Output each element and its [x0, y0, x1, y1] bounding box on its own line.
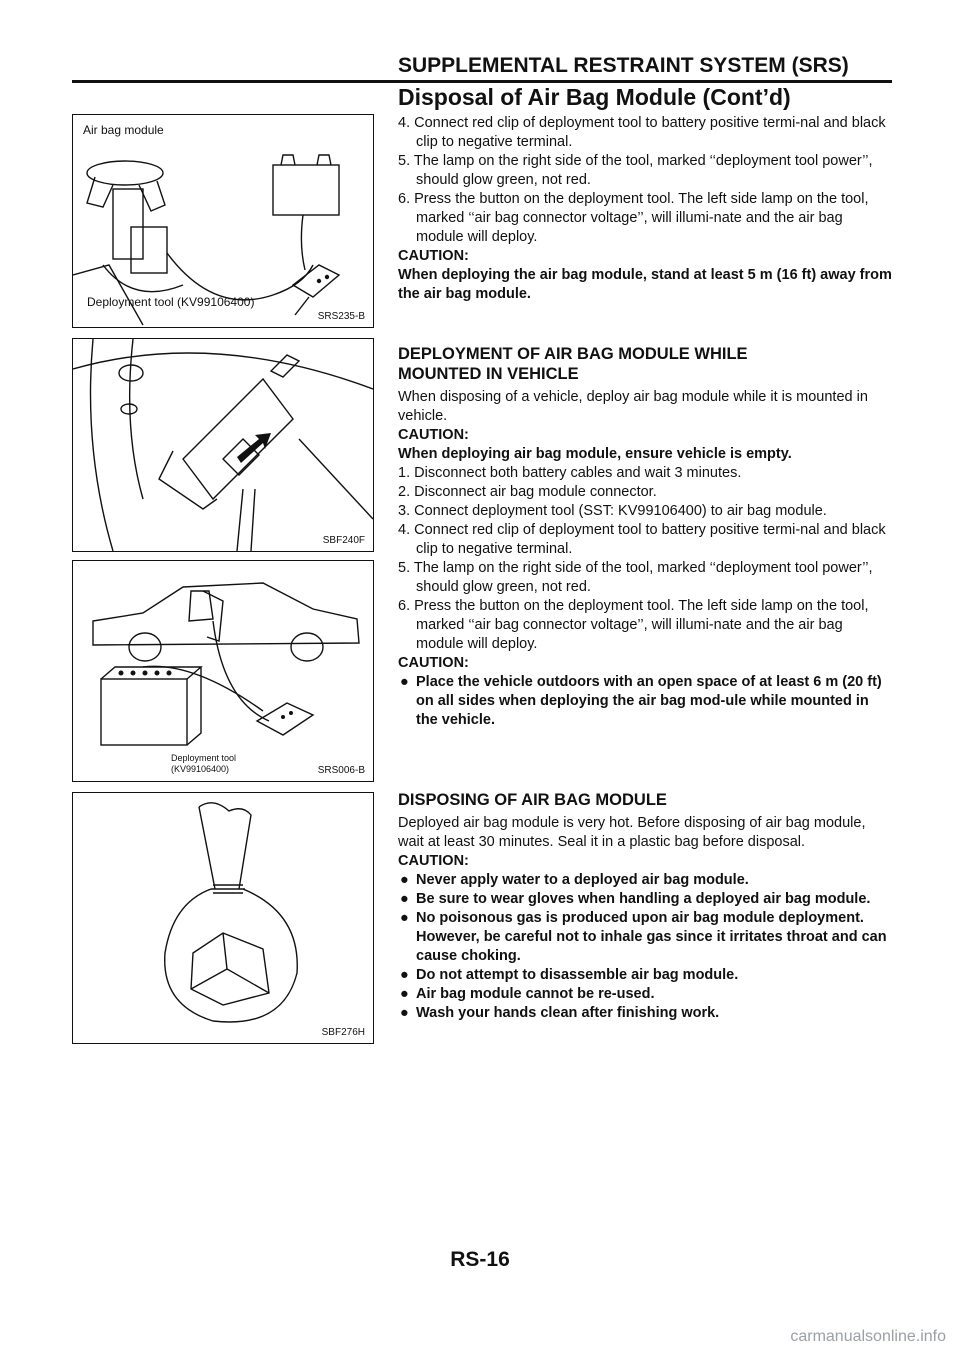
section-title: SUPPLEMENTAL RESTRAINT SYSTEM (SRS): [398, 54, 849, 77]
step-item: 3. Connect deployment tool (SST: KV99106400) to air bag module.: [398, 503, 827, 519]
step-item: 5. The lamp on the right side of the tool, marked ‘‘deployment tool power’’, should glow green, not red.: [398, 560, 873, 595]
section-deploy-in-vehicle: [398, 344, 894, 730]
bullet-icon: ●: [400, 872, 409, 888]
caution-text: When deploying the air bag module, stand at least 5 m (16 ft) away from the air bag module.: [398, 267, 892, 302]
caution-bullet: [398, 985, 894, 1004]
bullet-text: Air bag module cannot be re-used.: [416, 986, 655, 1002]
section-heading: DISPOSING OF AIR BAG MODULE: [398, 791, 667, 809]
caution-bullet: [398, 673, 894, 730]
step-item: 2. Disconnect air bag module connector.: [398, 484, 657, 500]
figure-vehicle-deployment: [72, 560, 374, 782]
caution-bullet: [398, 1004, 894, 1023]
caution-label: CAUTION:: [398, 427, 469, 443]
caution-bullet: [398, 909, 894, 966]
bullet-icon: ●: [400, 891, 409, 907]
figure-label-bottom: Deployment tool (KV99106400): [87, 295, 255, 309]
step-item: 4. Connect red clip of deployment tool to battery positive termi-nal and black clip to negative terminal.: [398, 115, 886, 150]
figure-illustration: [73, 339, 373, 551]
step-item: 6. Press the button on the deployment tool. The left side lamp on the tool, marked ‘‘air bag connector voltage’’, will illumi-nate and the air bag module will deploy.: [398, 191, 869, 245]
bullet-icon: ●: [400, 910, 409, 926]
bullet-icon: ●: [400, 674, 409, 690]
section-heading-line2: MOUNTED IN VEHICLE: [398, 365, 579, 383]
section-disposing: [398, 790, 894, 1023]
caution-text: When deploying air bag module, ensure vehicle is empty.: [398, 446, 792, 462]
figure-plastic-bag: [72, 792, 374, 1044]
bullet-icon: ●: [400, 967, 409, 983]
figure-illustration: [73, 561, 373, 781]
section-heading: [398, 344, 894, 384]
page-title: Disposal of Air Bag Module (Cont’d): [398, 84, 791, 110]
figure-label-line1: Deployment tool: [171, 753, 237, 763]
figure-label-line2: (KV99106400): [171, 764, 230, 774]
intro-text: When disposing of a vehicle, deploy air bag module while it is mounted in vehicle.: [398, 389, 868, 424]
step-item: 6. Press the button on the deployment tool. The left side lamp on the tool, marked ‘‘air bag connector voltage’’, will illumi-nate and the air bag module will deploy.: [398, 598, 869, 652]
caution-bullet: [398, 966, 894, 985]
figure-label-top: Air bag module: [83, 123, 164, 137]
caution-bullet: [398, 890, 894, 909]
figure-air-bag-module-tool: [72, 114, 374, 328]
watermark: carmanualsonline.info: [790, 1328, 946, 1345]
caution-bullet: [398, 871, 894, 890]
bullet-text: Place the vehicle outdoors with an open space of at least 6 m (20 ft) on all sides when deploying the air bag mod-ule while mounted in the vehicle.: [416, 674, 882, 728]
caution-label: CAUTION:: [398, 853, 469, 869]
figure-code: SBF240F: [322, 535, 365, 546]
figure-code: SBF276H: [321, 1027, 365, 1038]
caution-label: CAUTION:: [398, 655, 469, 671]
figure-illustration: [73, 793, 373, 1043]
steps-standalone: [398, 114, 894, 304]
figure-code: SRS006-B: [317, 765, 365, 776]
figure-code: SRS235-B: [317, 311, 365, 322]
caution-label: CAUTION:: [398, 248, 469, 264]
bullet-text: Be sure to wear gloves when handling a deployed air bag module.: [416, 891, 871, 907]
header-rule: [72, 80, 892, 83]
intro-text: Deployed air bag module is very hot. Before disposing of air bag module, wait at least 30 minutes. Seal it in a plastic bag before disposal.: [398, 815, 866, 850]
bullet-text: Do not attempt to disassemble air bag module.: [416, 967, 739, 983]
figure-connector-vehicle: [72, 338, 374, 552]
bullet-text: Wash your hands clean after finishing work.: [416, 1005, 720, 1021]
step-item: 1. Disconnect both battery cables and wait 3 minutes.: [398, 465, 742, 481]
section-heading-line1: DEPLOYMENT OF AIR BAG MODULE WHILE: [398, 345, 748, 363]
step-item: 4. Connect red clip of deployment tool to battery positive termi-nal and black clip to negative terminal.: [398, 522, 886, 557]
bullet-text: No poisonous gas is produced upon air bag module deployment. However, be careful not to inhale gas since it irritates throat and can cause choking.: [416, 910, 887, 964]
bullet-icon: ●: [400, 1005, 409, 1021]
bullet-text: Never apply water to a deployed air bag module.: [416, 872, 749, 888]
page-number: RS-16: [450, 1248, 510, 1271]
step-item: 5. The lamp on the right side of the tool, marked ‘‘deployment tool power’’, should glow green, not red.: [398, 153, 873, 188]
bullet-icon: ●: [400, 986, 409, 1002]
